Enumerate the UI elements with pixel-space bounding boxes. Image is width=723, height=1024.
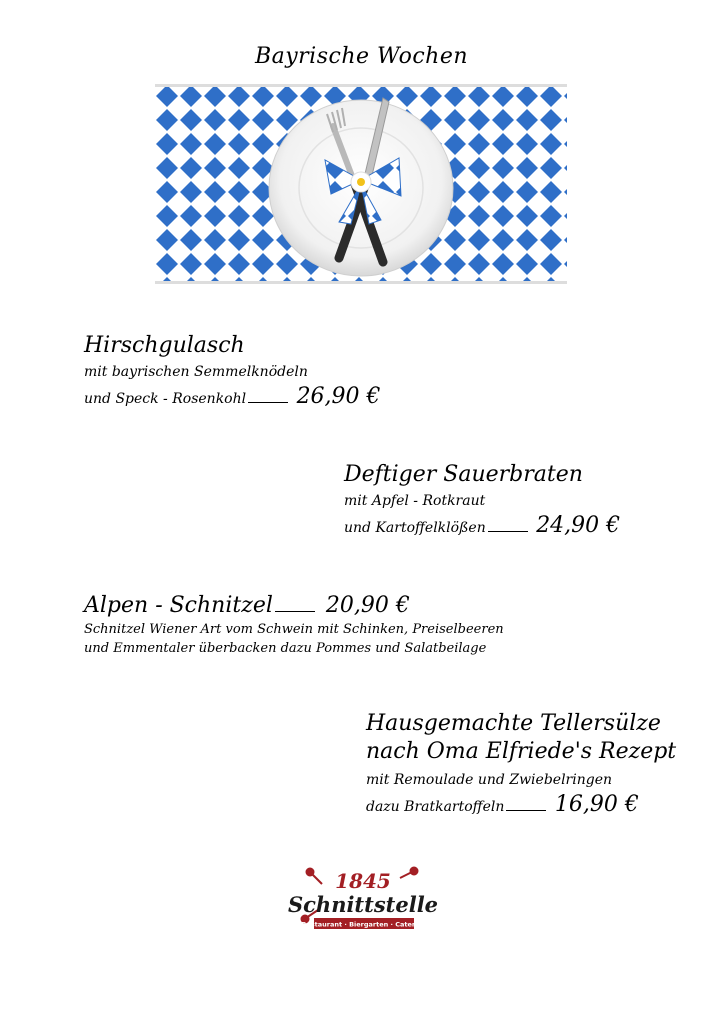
- dish-price: 16,90 €: [554, 792, 639, 817]
- price-leader: [248, 402, 288, 403]
- menu-item-hirschgulasch: [84, 333, 381, 409]
- logo-brand: Schnittstelle: [287, 892, 439, 917]
- dish-description: und Kartoffelklößen: [344, 520, 486, 536]
- price-leader: [275, 611, 315, 612]
- dish-description: und Speck - Rosenkohl: [84, 391, 247, 407]
- dish-description: dazu Bratkartoffeln: [366, 799, 505, 815]
- hero-image: [155, 84, 567, 284]
- dish-description: Schnitzel Wiener Art vom Schwein mit Schinken, Preiselbeeren: [84, 622, 504, 637]
- dish-description: mit Remoulade und Zwiebelringen: [366, 772, 612, 788]
- dish-price: 24,90 €: [536, 513, 621, 538]
- dish-name: Hirschgulasch: [84, 333, 245, 358]
- dish-name: Deftiger Sauerbraten: [344, 462, 583, 487]
- dish-name: Alpen - Schnitzel: [84, 593, 273, 618]
- dot-icon: [306, 868, 314, 876]
- price-leader: [506, 810, 546, 811]
- dish-name: nach Oma Elfriede's Rezept: [366, 739, 677, 764]
- restaurant-logo: [287, 862, 439, 934]
- logo-tagline: Restaurant · Biergarten · Catering: [301, 920, 427, 929]
- menu-item-tellersuelze: [366, 710, 676, 817]
- price-leader: [488, 531, 528, 532]
- dish-name: Hausgemachte Tellersülze: [366, 711, 661, 736]
- dish-price: 26,90 €: [296, 384, 381, 409]
- dish-description: mit bayrischen Semmelknödeln: [84, 364, 308, 380]
- daisy-icon: [351, 172, 371, 192]
- dish-price: 20,90 €: [325, 593, 410, 618]
- dish-description: mit Apfel - Rotkraut: [344, 493, 486, 509]
- menu-item-sauerbraten: [344, 462, 620, 538]
- menu-item-alpen-schnitzel: [84, 593, 504, 656]
- page-title: Bayrische Wochen: [254, 44, 469, 69]
- logo-year: 1845: [335, 869, 391, 893]
- dish-description: und Emmentaler überbacken dazu Pommes und Salatbeilage: [84, 641, 487, 656]
